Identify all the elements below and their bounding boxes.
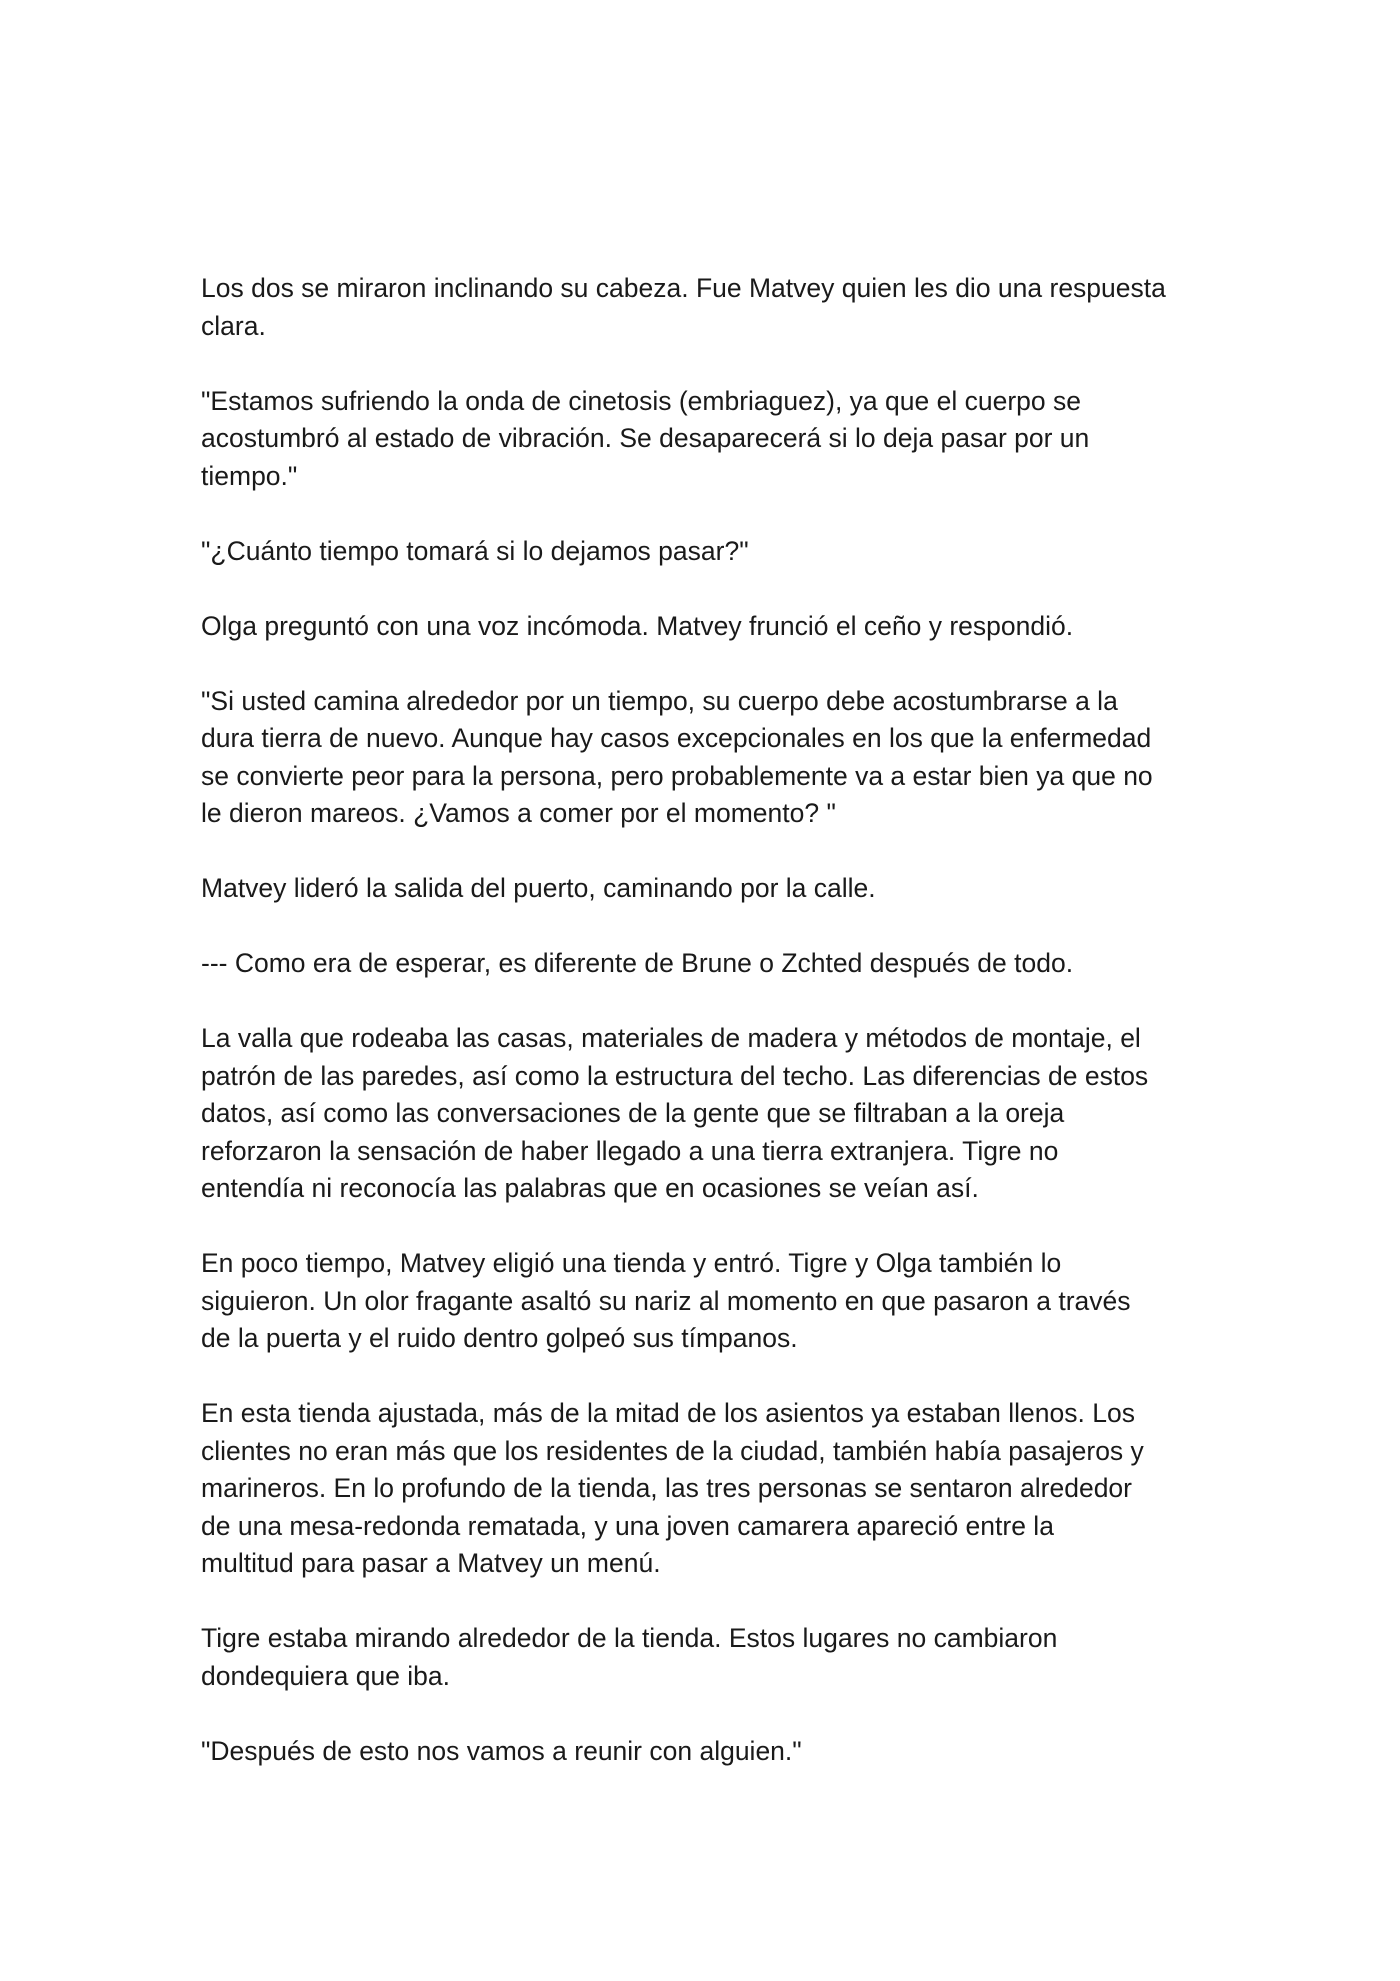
paragraph: --- Como era de esperar, es diferente de Brune o Zchted después de todo. bbox=[201, 948, 1074, 978]
paragraph: "¿Cuánto tiempo tomará si lo dejamos pasar?" bbox=[201, 535, 749, 566]
paragraph: Olga preguntó con una voz incómoda. Matvey frunció el ceño y respondió. bbox=[201, 610, 1074, 641]
paragraph: "Estamos sufriendo la onda de cinetosis (embriaguez), ya que el cuerpo se acostumbró al estado de vibración. Se desaparecerá si lo deja pasar por un tiempo." bbox=[201, 385, 1090, 491]
paragraph: La valla que rodeaba las casas, materiales de madera y métodos de montaje, el patrón de las paredes, así como la estructura del techo. Las diferencias de estos datos, así como las conversaciones de la gente que se filtraban a la oreja reforzaron la sensación de haber llegado a una tierra extranjera. Tigre no entendía ni reconocía las palabras que en ocasiones se veían así. bbox=[201, 1023, 1149, 1203]
paragraph: En esta tienda ajustada, más de la mitad de los asientos ya estaban llenos. Los clientes no eran más que los residentes de la ciudad, también había pasajeros y marineros. En lo profundo de la tienda, las tres personas se sentaron alrededor de una mesa-redonda rematada, y una joven camarera apareció entre la multitud para pasar a Matvey un menú. bbox=[201, 1398, 1144, 1578]
paragraph: Tigre estaba mirando alrededor de la tienda. Estos lugares no cambiaron dondequiera que iba. bbox=[201, 1623, 1058, 1691]
paragraph: En poco tiempo, Matvey eligió una tienda y entró. Tigre y Olga también lo siguieron. Un olor fragante asaltó su nariz al momento en que pasaron a través de la puerta y el ruido dentro golpeó sus tímpanos. bbox=[201, 1248, 1131, 1353]
paragraph: "Si usted camina alrededor por un tiempo, su cuerpo debe acostumbrarse a la dura tierra de nuevo. Aunque hay casos excepcionales en los que la enfermedad se convierte peor para la persona, pero probablemente va a estar bien ya que no le dieron mareos. ¿Vamos a comer por el momento? " bbox=[201, 685, 1153, 828]
paragraph: "Después de esto nos vamos a reunir con alguien." bbox=[201, 1735, 802, 1766]
paragraph: Los dos se miraron inclinando su cabeza. Fue Matvey quien les dio una respuesta clara. bbox=[201, 273, 1166, 341]
paragraph: Matvey lideró la salida del puerto, caminando por la calle. bbox=[201, 873, 876, 903]
document-body bbox=[201, 270, 1211, 1808]
